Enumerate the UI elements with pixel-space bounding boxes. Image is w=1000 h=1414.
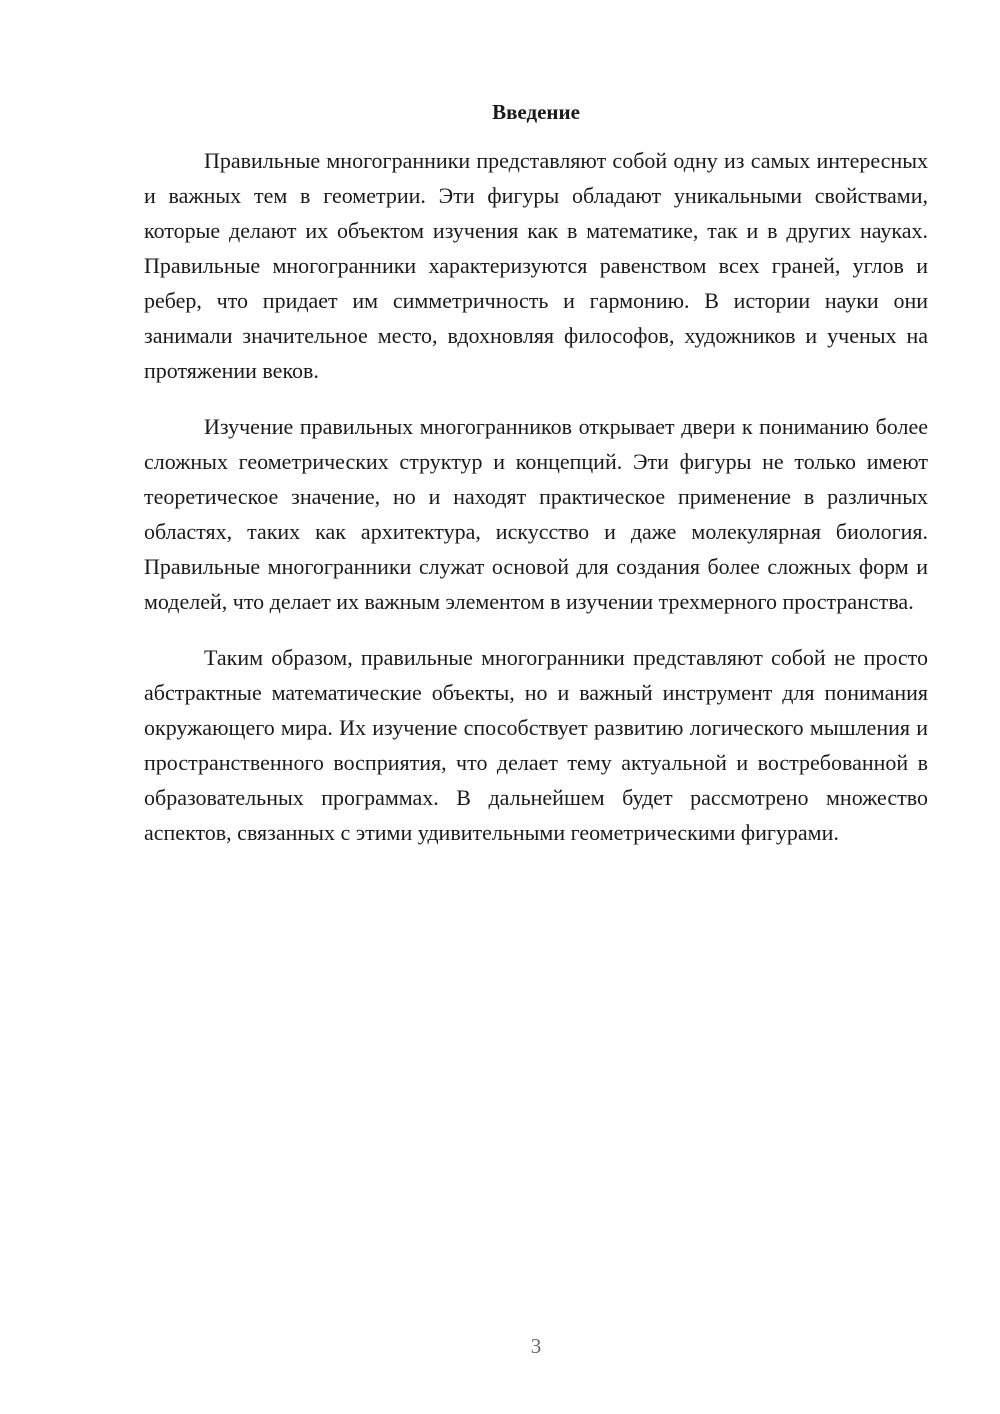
page-number: 3 [530, 1334, 542, 1358]
paragraph-3: Таким образом, правильные многогранники представляют собой не просто абстрактные математические объекты, но и важный инструмент для понимания окружающего мира. Их изучение способствует развитию логического мышления и пространственного восприятия, что делает тему актуальной и востребованной в образовательных программах. В дальнейшем будет рассмотрено множество аспектов, связанных с этими удивительными геометрическими фигурами. [144, 645, 928, 845]
paragraph-2: Изучение правильных многогранников открывает двери к пониманию более сложных геометрических структур и концепций. Эти фигуры не только имеют теоретическое значение, но и находят практическое применение в различных областях, таких как архитектура, искусство и даже молекулярная биология. Правильные многогранники служат основой для создания более сложных форм и моделей, что делает их важным элементом в изучении трехмерного пространства. [144, 414, 928, 614]
section-title: Введение [492, 100, 580, 124]
body-text [144, 143, 928, 871]
paragraph-1: Правильные многогранники представляют собой одну из самых интересных и важных тем в геометрии. Эти фигуры обладают уникальными свойствами, которые делают их объектом изучения как в математике, так и в других науках. Правильные многогранники характеризуются равенством всех граней, углов и ребер, что придает им симметричность и гармонию. В истории науки они занимали значительное место, вдохновляя философов, художников и ученых на протяжении веков. [144, 148, 928, 383]
